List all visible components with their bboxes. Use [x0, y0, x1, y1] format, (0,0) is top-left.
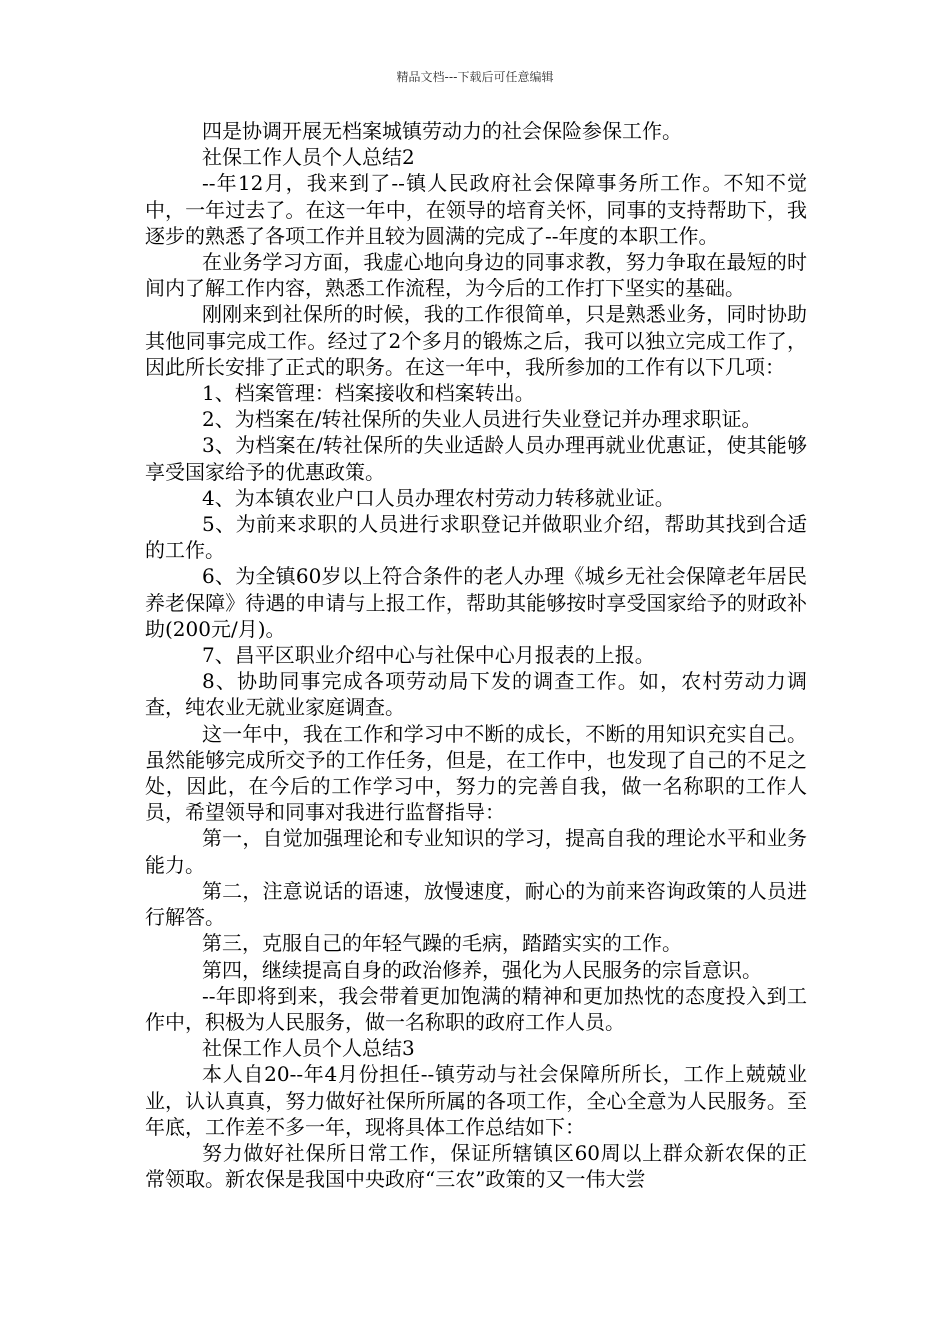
paragraph: 第一，自觉加强理论和专业知识的学习，提高自我的理论水平和业务能力。 — [145, 826, 807, 877]
paragraph: --年即将到来，我会带着更加饱满的精神和更加热忱的态度投入到工作中，积极为人民服务，做一名称职的政府工作人员。 — [145, 983, 807, 1034]
paragraph: 第二，注意说话的语速，放慢速度，耐心的为前来咨询政策的人员进行解答。 — [145, 878, 807, 930]
paragraph: 在业务学习方面，我虚心地向身边的同事求教，努力争取在最短的时间内了解工作内容，熟悉工作流程，为今后的工作打下坚实的基础。 — [145, 250, 807, 301]
section-heading: 社保工作人员个人总结3 — [202, 1036, 415, 1061]
list-item: 3、为档案在/转社保所的失业适龄人员办理再就业优惠证，使其能够享受国家给予的优惠政策。 — [145, 433, 807, 484]
list-item: 5、为前来求职的人员进行求职登记并做职业介绍，帮助其找到合适的工作。 — [145, 512, 807, 563]
paragraph: 刚刚来到社保所的时候，我的工作很简单，只是熟悉业务，同时协助其他同事完成工作。经过了2个多月的锻炼之后，我可以独立完成工作了，因此所长安排了正式的职务。在这一年中，我所参加的工作有以下几项： — [145, 302, 807, 379]
document-body — [145, 118, 807, 1192]
paragraph: 努力做好社保所日常工作，保证所辖镇区60周以上群众新农保的正常领取。新农保是我国中央政府“三农”政策的又一伟大尝 — [145, 1140, 807, 1192]
list-item: 8、协助同事完成各项劳动局下发的调查工作。如，农村劳动力调查，纯农业无就业家庭调查。 — [145, 669, 807, 720]
paragraph: 这一年中，我在工作和学习中不断的成长，不断的用知识充实自己。虽然能够完成所交予的工作任务，但是，在工作中，也发现了自己的不足之处，因此，在今后的工作学习中，努力的完善自我，做一名称职的工作人员，希望领导和同事对我进行监督指导： — [145, 721, 807, 825]
paragraph: --年12月，我来到了--镇人民政府社会保障事务所工作。不知不觉中，一年过去了。在这一年中，在领导的培育关怀，同事的支持帮助下，我逐步的熟悉了各项工作并且较为圆满的完成了--年度的本职工作。 — [145, 171, 807, 248]
paragraph: 四是协调开展无档案城镇劳动力的社会保险参保工作。 — [202, 119, 682, 143]
list-item: 7、昌平区职业介绍中心与社保中心月报表的上报。 — [202, 643, 655, 668]
list-item: 4、为本镇农业户口人员办理农村劳动力转移就业证。 — [202, 485, 675, 510]
page-header: 精品文档---下载后可任意编辑 — [396, 70, 554, 84]
paragraph: 本人自20--年4月份担任--镇劳动与社会保障所所长，工作上兢兢业业，认认真真，努力做好社保所所属的各项工作，全心全意为人民服务。至年底，工作差不多一年，现将具体工作总结如下： — [145, 1062, 807, 1139]
list-item: 1、档案管理：档案接收和档案转出。 — [202, 381, 535, 406]
section-heading: 社保工作人员个人总结2 — [202, 145, 415, 170]
paragraph: 第三，克服自己的年轻气躁的毛病，踏踏实实的工作。 — [202, 931, 682, 956]
list-item: 2、为档案在/转社保所的失业人员进行失业登记并办理求职证。 — [202, 407, 762, 432]
paragraph: 第四，继续提高自身的政治修养，强化为人民服务的宗旨意识。 — [202, 957, 762, 982]
list-item: 6、为全镇60岁以上符合条件的老人办理《城乡无社会保障老年居民养老保障》待遇的申请与上报工作，帮助其能够按时享受国家给予的财政补助(200元/月)。 — [145, 564, 807, 641]
